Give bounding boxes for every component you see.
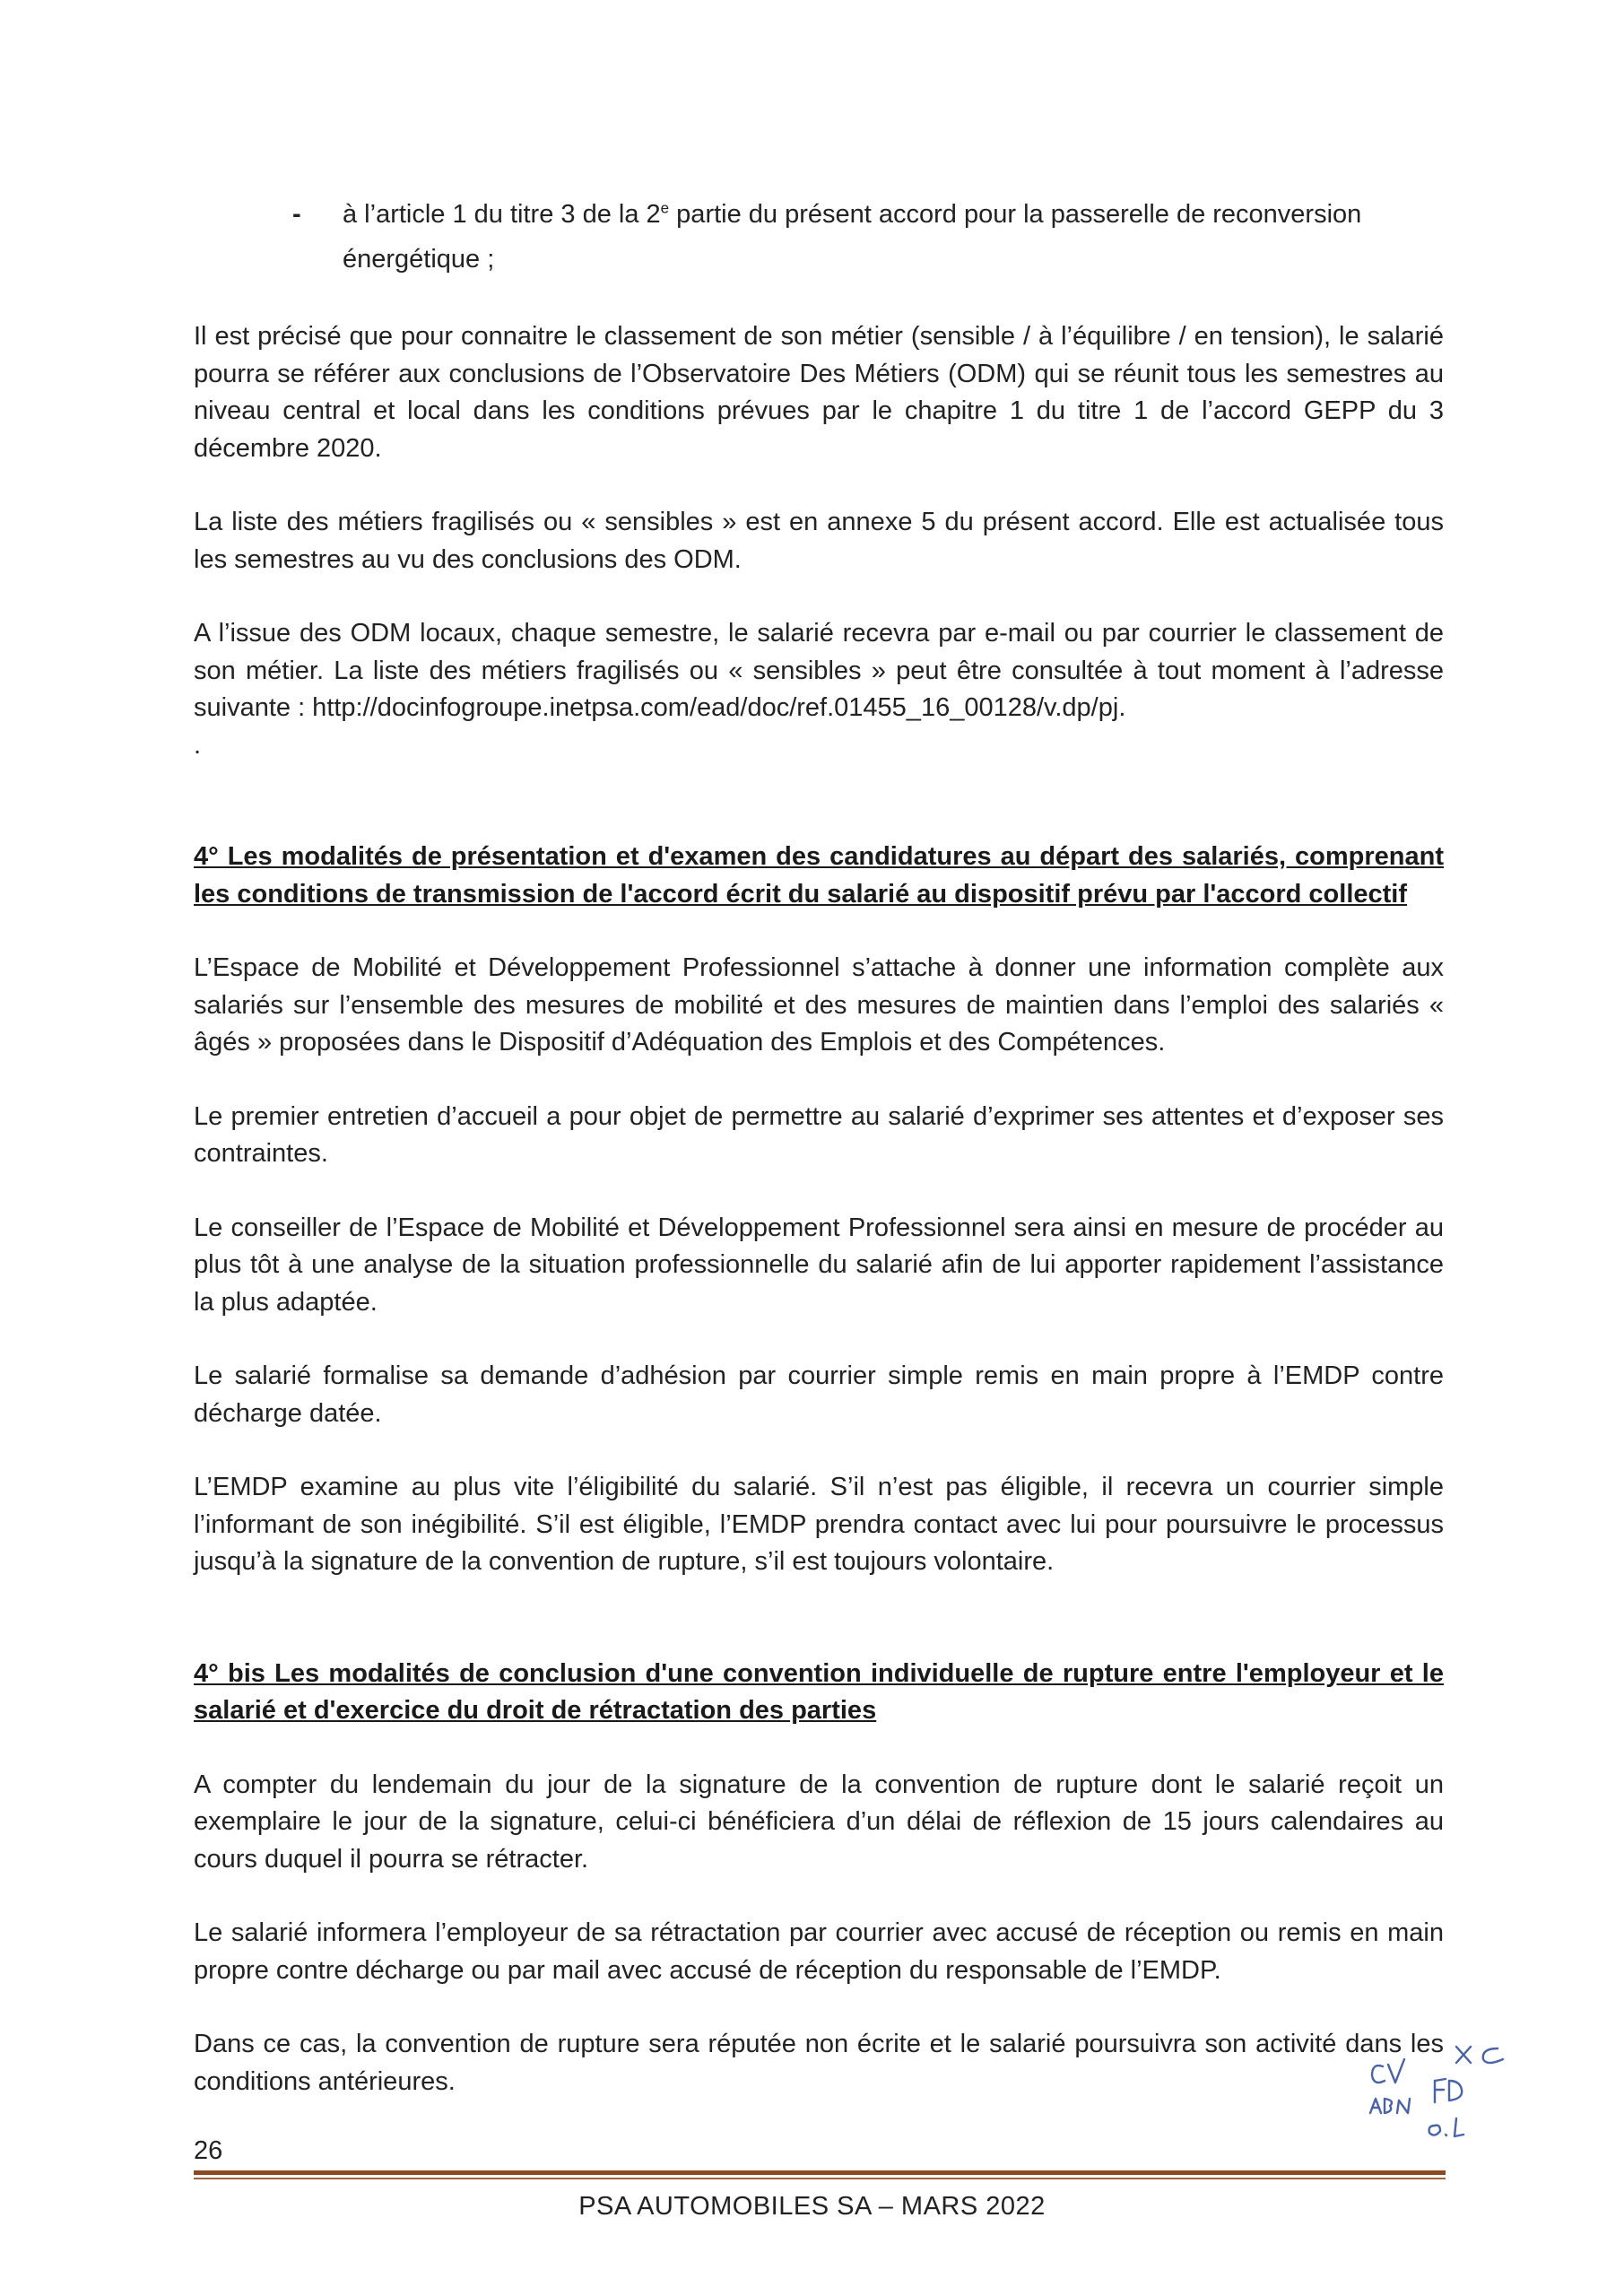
paragraph-odm-local: A l’issue des ODM locaux, chaque semestre, le salarié recevra par e-mail ou par courrier le classement de son métier. La liste des métiers fragilisés ou « sensibles » peut être consultée à tout moment à l’adresse suivante : http://docinfogroupe.inetpsa.com/ead/doc/ref.01455_16_00128/v.dp/pj. — [194, 619, 1444, 722]
section-4-paragraph: L’Espace de Mobilité et Développement Professionnel s’attache à donner une information complète aux salariés sur l’ensemble des mesures de mobilité et des mesures de maintien dans l’emploi des salariés « âgés » proposées dans le Dispositif d’Adéquation des Emplois et des Compétences. — [194, 953, 1444, 1057]
section-4-heading: 4° Les modalités de présentation et d'examen des candidatures au départ des salariés, comprenant les conditions de transmission de l'accord écrit du salarié au dispositif prévu par l'accord collectif — [194, 842, 1444, 909]
bullet-text-end: partie du présent accord pour la passerelle de reconversion énergétique ; — [343, 200, 1362, 274]
document-page — [194, 192, 1444, 2100]
section-4-paragraph: L’EMDP examine au plus vite l’éligibilité du salarié. S’il n’est pas éligible, il recevra un courrier simple l’informant de son inégibilité. S’il est éligible, l’EMDP prendra contact avec lui pour poursuivre le processus jusqu’à la signature de la convention de rupture, s’il est toujours volontaire. — [194, 1473, 1444, 1576]
footer-rule — [194, 2170, 1446, 2175]
section-4-paragraph: Le conseiller de l’Espace de Mobilité et Développement Professionnel sera ainsi en mesure de procéder au plus tôt à une analyse de la situation professionnelle du salarié afin de lui apporter rapidement l’assistance la plus adaptée. — [194, 1213, 1444, 1317]
bullet-superscript: e — [660, 199, 670, 217]
bullet-text-start: à l’article 1 du titre 3 de la 2 — [343, 200, 661, 229]
footer-rule-thin — [194, 2178, 1446, 2179]
section-4bis-paragraph: Le salarié informera l’employeur de sa rétractation par courrier avec accusé de réception ou remis en main propre contre décharge ou par mail avec accusé de réception du responsable de l’EMDP. — [194, 1918, 1444, 1985]
footer-title: PSA AUTOMOBILES SA – MARS 2022 — [578, 2192, 1046, 2221]
section-4bis-paragraph: Dans ce cas, la convention de rupture sera réputée non écrite et le salarié poursuivra son activité dans les conditions antérieures. — [194, 2030, 1444, 2096]
paragraph-stray-dot: . — [194, 730, 202, 760]
paragraph-sensitive-list: La liste des métiers fragilisés ou « sensibles » est en annexe 5 du présent accord. Elle est actualisée tous les semestres au vu des conclusions des ODM. — [194, 508, 1444, 574]
section-4-paragraph: Le salarié formalise sa demande d’adhésion par courrier simple remis en main propre à l’EMDP contre décharge datée. — [194, 1361, 1444, 1428]
handwritten-initials — [1363, 2036, 1533, 2152]
section-4bis-heading: 4° bis Les modalités de conclusion d'une convention individuelle de rupture entre l'employeur et le salarié et d'exercice du droit de rétractation des parties — [194, 1658, 1444, 1725]
section-4-paragraph: Le premier entretien d’accueil a pour objet de permettre au salarié d’exprimer ses attentes et d’exposer ses contraintes. — [194, 1101, 1444, 1168]
section-4bis-paragraph: A compter du lendemain du jour de la signature de la convention de rupture dont le salarié reçoit un exemplaire le jour de la signature, celui-ci bénéficiera d’un délai de réflexion de 15 jours calendaires au cours duquel il pourra se rétracter. — [194, 1770, 1444, 1874]
bullet-dash: - — [292, 200, 301, 229]
bullet-item — [194, 192, 1444, 282]
page-number: 26 — [194, 2136, 223, 2165]
paragraph-odm-classification: Il est précisé que pour connaitre le classement de son métier (sensible / à l’équilibre / en tension), le salarié pourra se référer aux conclusions de l’Observatoire Des Métiers (ODM) qui se réunit tous les semestres au niveau central et local dans les conditions prévues par le chapitre 1 du titre 1 de l’accord GEPP du 3 décembre 2020. — [194, 322, 1444, 463]
initials-ink — [1370, 2047, 1503, 2136]
